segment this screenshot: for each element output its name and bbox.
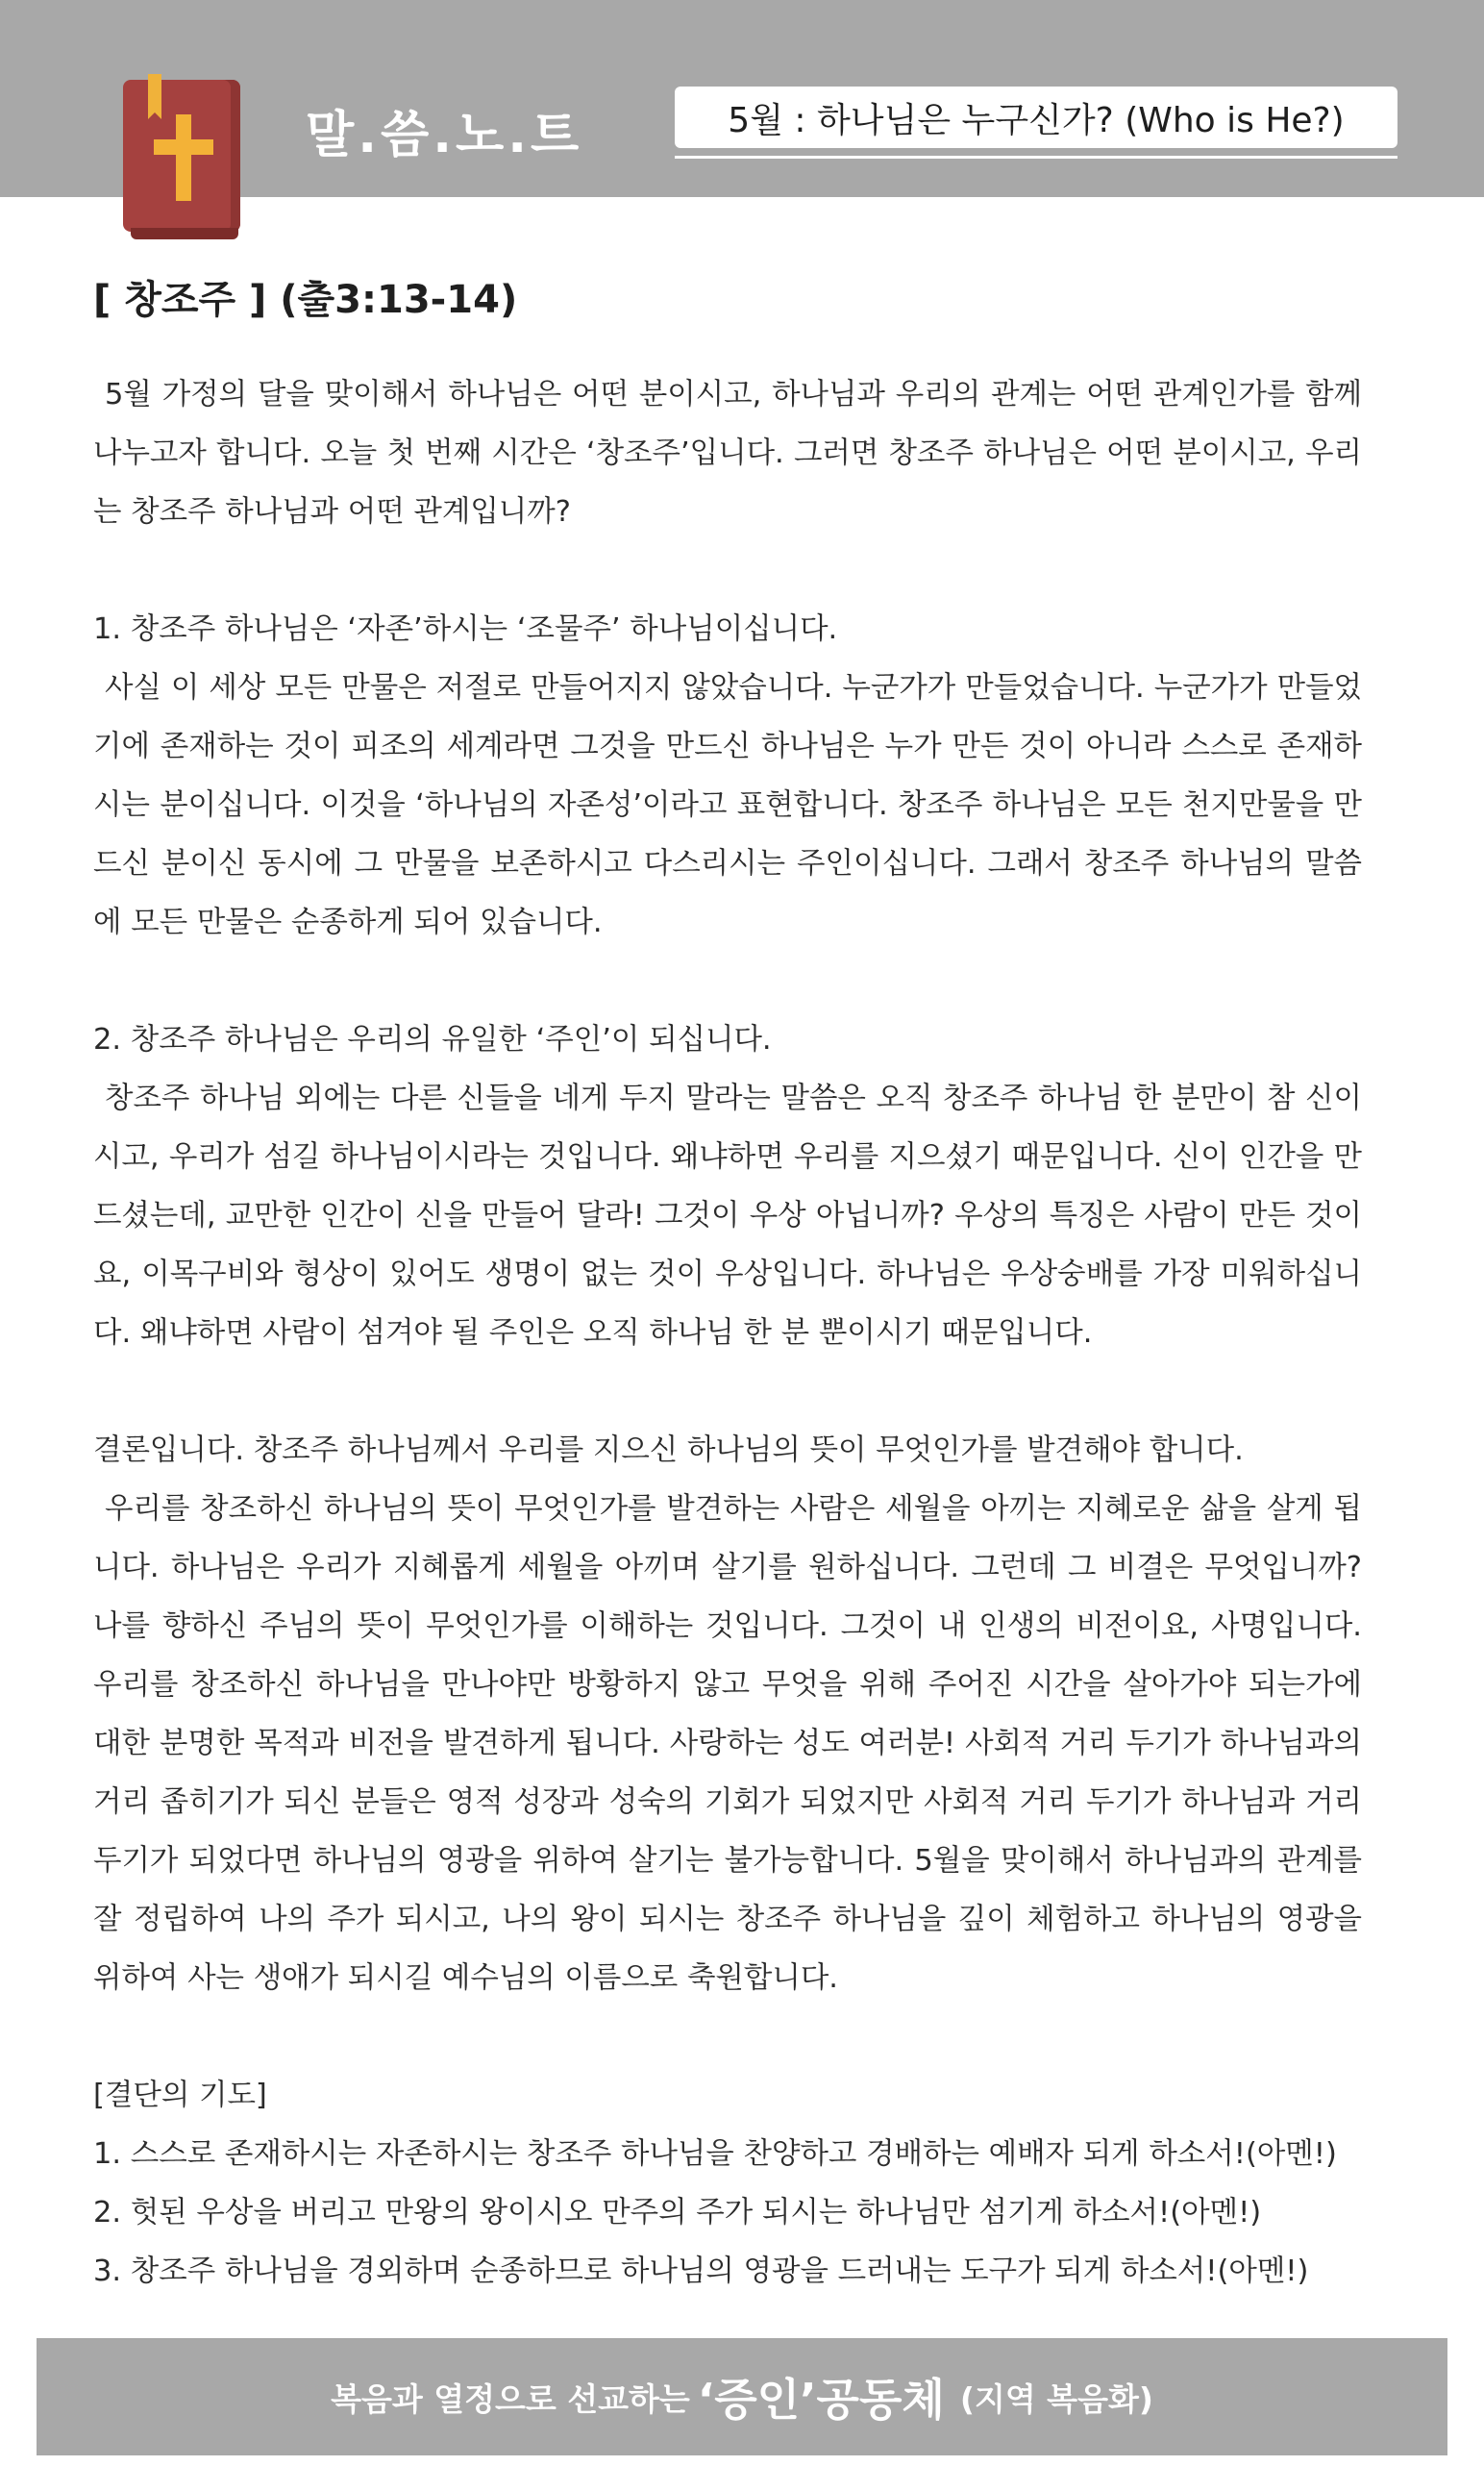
- prayer-item: 3. 창조주 하나님을 경외하며 순종하므로 하나님의 영광을 드러내는 도구가 되게 하소서!(아멘!): [93, 2254, 1309, 2288]
- footer-banner: [37, 2338, 1447, 2455]
- conclusion-heading: 결론입니다. 창조주 하나님께서 우리를 지으신 하나님의 뜻이 무엇인가를 발견해야 합니다.: [93, 1433, 1244, 1467]
- intro-paragraph: 5월 가정의 달을 맞이해서 하나님은 어떤 분이시고, 하나님과 우리의 관계는 어떤 관계인가를 함께 나누고자 합니다. 오늘 첫 번째 시간은 ‘창조주’입니다. 그러면 창조주 하나님은 어떤 분이시고, 우리는 창조주 하나님과 어떤 관계입니까?: [93, 378, 1362, 529]
- section2-body: 창조주 하나님 외에는 다른 신들을 네게 두지 말라는 말씀은 오직 창조주 하나님 한 분만이 참 신이시고, 우리가 섬길 하나님이시라는 것입니다. 왜냐하면 우리를 지으셨기 때문입니다. 신이 인간을 만드셨는데, 교만한 인간이 신을 만들어 달라! 그것이 우상 아닙니까? 우상의 특징은 사람이 만든 것이요, 이목구비와 형상이 있어도 생명이 없는 것이 우상입니다. 하나님은 우상숭배를 가장 미워하십니다. 왜냐하면 사람이 섬겨야 될 주인은 오직 하나님 한 분 뿐이시기 때문입니다.: [93, 1082, 1362, 1350]
- sermon-title: [ 창조주 ] (출3:13-14): [93, 278, 518, 322]
- prayer-item: 2. 헛된 우상을 버리고 만왕의 왕이시오 만주의 주가 되시는 하나님만 섬기게 하소서!(아멘!): [93, 2196, 1262, 2229]
- section1-body: 사실 이 세상 모든 만물은 저절로 만들어지지 않았습니다. 누군가가 만들었습니다. 누군가가 만들었기에 존재하는 것이 피조의 세계라면 그것을 만드신 하나님은 누가 만든 것이 아니라 스스로 존재하시는 분이십니다. 이것을 ‘하나님의 자존성’이라고 표현합니다. 창조주 하나님은 모든 천지만물을 만드신 분이신 동시에 그 만물을 보존하시고 다스리시는 주인이십니다. 그래서 창조주 하나님의 말씀에 모든 만물은 순종하게 되어 있습니다.: [93, 671, 1362, 939]
- month-underline: [675, 156, 1397, 159]
- prayer-heading: [결단의 기도]: [93, 2079, 267, 2112]
- sermon-content: [93, 365, 1362, 2301]
- cross-icon: [176, 114, 191, 201]
- footer-highlight: ‘증인’공동체: [697, 2374, 945, 2426]
- section1-heading: 1. 창조주 하나님은 ‘자존’하시는 ‘조물주’ 하나님이십니다.: [93, 612, 838, 646]
- bible-icon: [123, 80, 240, 232]
- conclusion-body: 우리를 창조하신 하나님의 뜻이 무엇인가를 발견하는 사람은 세월을 아끼는 지혜로운 삶을 살게 됩니다. 하나님은 우리가 지혜롭게 세월을 아끼며 살기를 원하십니다. 그런데 그 비결은 무엇입니까? 나를 향하신 주님의 뜻이 무엇인가를 이해하는 것입니다. 그것이 내 인생의 비전이요, 사명입니다. 우리를 창조하신 하나님을 만나야만 방황하지 않고 무엇을 위해 주어진 시간을 살아가야 되는가에 대한 분명한 목적과 비전을 발견하게 됩니다. 사랑하는 성도 여러분! 사회적 거리 두기가 하나님과의 거리 좁히기가 되신 분들은 영적 성장과 성숙의 기회가 되었지만 사회적 거리 두기가 하나님과 거리 두기가 되었다면 하나님의 영광을 위하여 살기는 불가능합니다. 5월을 맞이해서 하나님과의 관계를 잘 정립하여 나의 주가 되시고, 나의 왕이 되시는 창조주 하나님을 깊이 체험하고 하나님의 영광을 위하여 사는 생애가 되시길 예수님의 이름으로 축원합니다.: [93, 1492, 1362, 1995]
- section2-heading: 2. 창조주 하나님은 우리의 유일한 ‘주인’이 되십니다.: [93, 1023, 772, 1057]
- prayer-item: 1. 스스로 존재하시는 자존하시는 창조주 하나님을 찬양하고 경배하는 예배자 되게 하소서!(아멘!): [93, 2137, 1337, 2171]
- footer-text: 복음과 열정으로 선교하는: [331, 2379, 690, 2418]
- footer-subtext: (지역 복음화): [959, 2379, 1153, 2418]
- month-theme-title: 5월 : 하나님은 누구신가? (Who is He?): [728, 100, 1345, 140]
- month-theme-box: [675, 87, 1397, 148]
- brand-title: 말.씀.노.트: [306, 107, 583, 164]
